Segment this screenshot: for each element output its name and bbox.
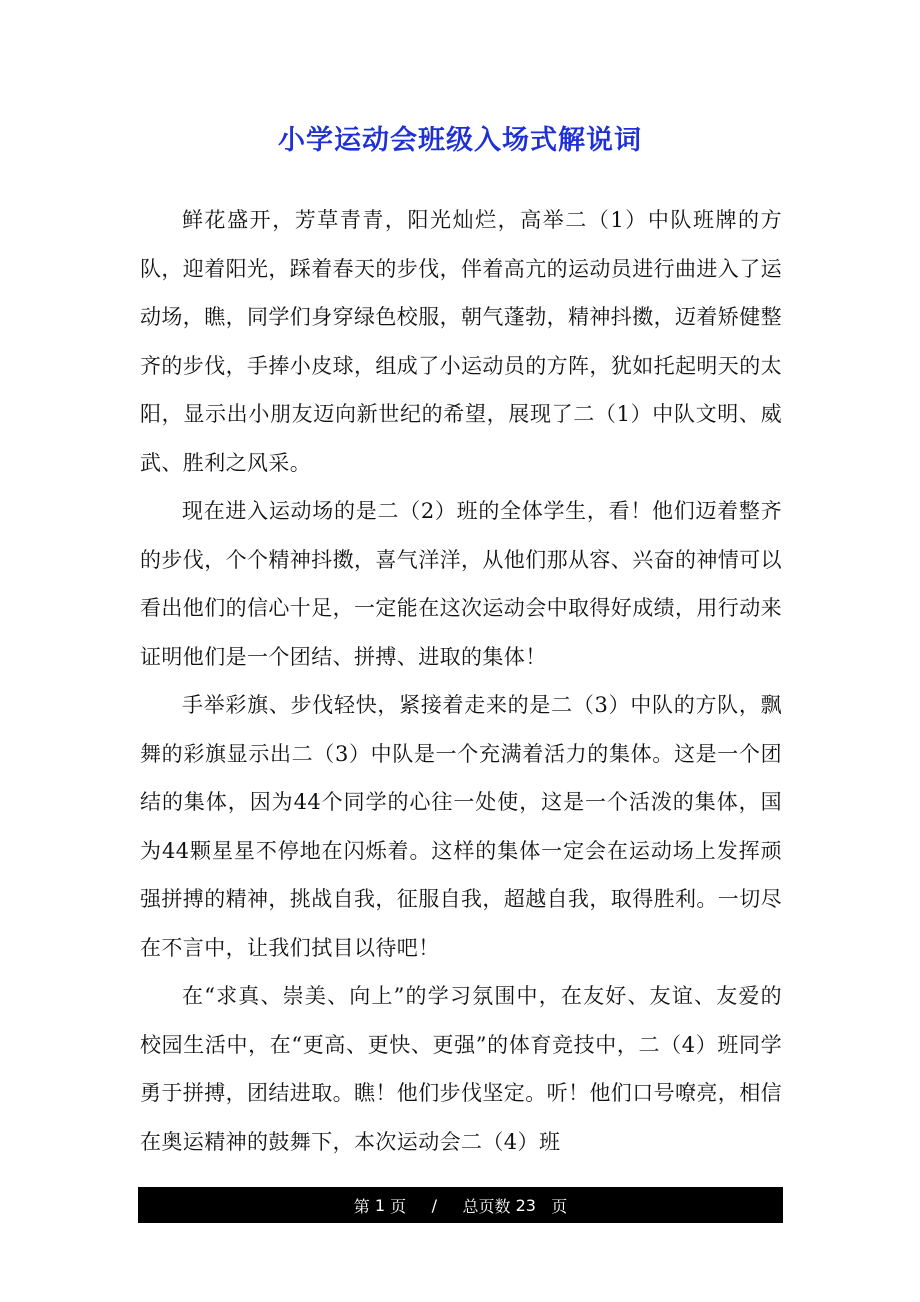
paragraph: 现在进入运动场的是二（2）班的全体学生，看！他们迈着整齐的步伐，个个精神抖擞，喜气洋洋，从他们那从容、兴奋的神情可以看出他们的信心十足，一定能在这次运动会中取得好成绩，用行动来证明他们是一个团结、拼搏、进取的集体！ bbox=[140, 499, 782, 669]
page-separator: / bbox=[431, 1195, 438, 1215]
total-pages-suffix: 页 bbox=[551, 1196, 568, 1216]
paragraph: 手举彩旗、步伐轻快，紧接着走来的是二（3）中队的方队，飘舞的彩旗显示出二（3）中队是一个充满着活力的集体。这是一个团结的集体，因为44个同学的心往一处使，这是一个活泼的集体，国为44颗星星不停地在闪烁着。这样的集体一定会在运动场上发挥顽强拼搏的精神，挑战自我，征服自我，超越自我，取得胜利。一切尽在不言中，让我们拭目以待吧！ bbox=[140, 693, 782, 960]
document-body bbox=[140, 196, 782, 1166]
total-pages-label: 总页数 bbox=[462, 1196, 511, 1216]
total-pages-number: 23 bbox=[515, 1195, 536, 1215]
page-footer bbox=[138, 1187, 783, 1223]
document-title: 小学运动会班级入场式解说词 bbox=[278, 125, 642, 156]
paragraph: 在“求真、崇美、向上”的学习氛围中，在友好、友谊、友爱的校园生活中，在“更高、更快、更强”的体育竞技中，二（4）班同学勇于拼搏，团结进取。瞧！他们步伐坚定。听！他们口号嘹亮，相信在奥运精神的鼓舞下，本次运动会二（4）班 bbox=[140, 984, 782, 1154]
page-label-suffix: 页 bbox=[390, 1196, 407, 1216]
page-label-prefix: 第 bbox=[353, 1196, 370, 1216]
paragraph: 鲜花盛开，芳草青青，阳光灿烂，高举二（1）中队班牌的方队，迎着阳光，踩着春天的步伐，伴着高亢的运动员进行曲进入了运动场，瞧，同学们身穿绿色校服，朝气蓬勃，精神抖擞，迈着矫健整齐的步伐，手捧小皮球，组成了小运动员的方阵，犹如托起明天的太阳，显示出小朋友迈向新世纪的希望，展现了二（1）中队文明、威武、胜利之风采。 bbox=[140, 208, 782, 475]
current-page-number: 1 bbox=[374, 1195, 386, 1215]
